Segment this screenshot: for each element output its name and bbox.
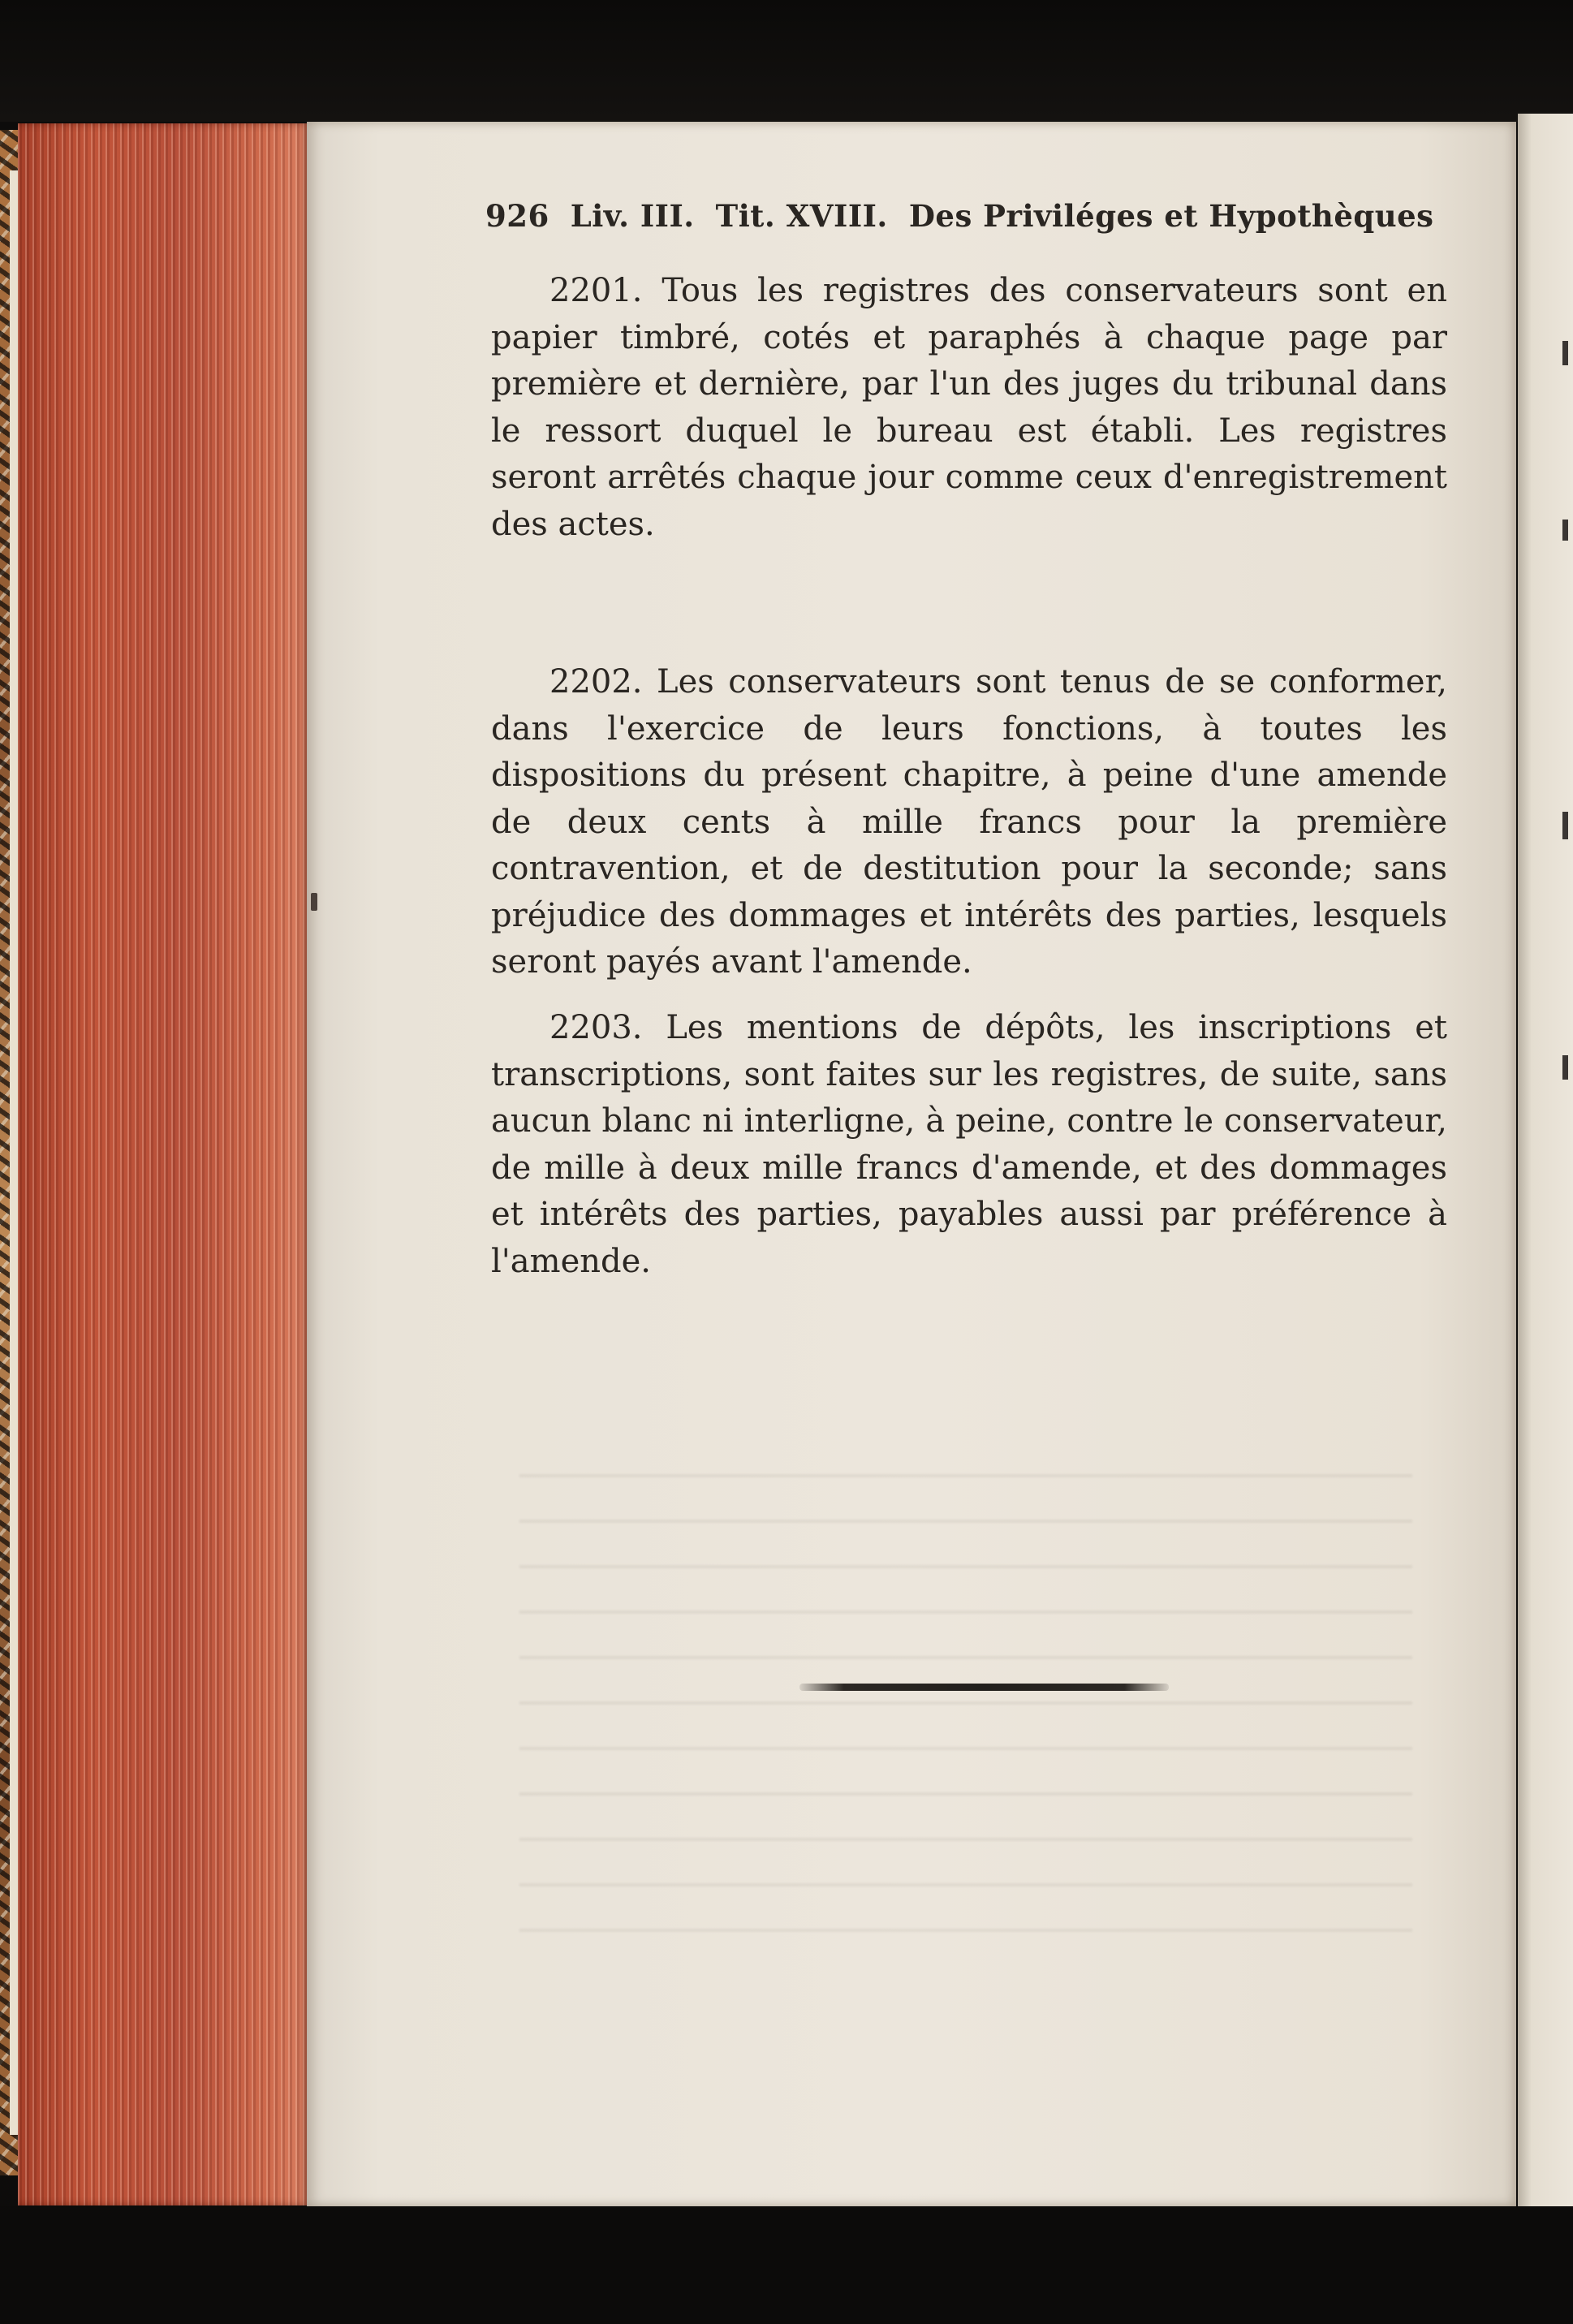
page-mark: [311, 893, 317, 911]
gutter-mark: [1562, 520, 1568, 541]
article-text: Tous les registres des conservateurs sont en papier timbré, cotés et paraphés à chaque page par première et dernière, par l'un des juges du tribunal dans le ressort duquel le bureau est établi. Les registres seront arrêtés chaque jour comme ceux d'enregistrement des actes.: [491, 272, 1447, 543]
section-end-rule: [799, 1684, 1169, 1691]
article-number: 2202.: [549, 663, 643, 701]
background-bottom: [0, 2206, 1573, 2324]
gutter-mark: [1562, 1055, 1568, 1080]
background-top: [0, 0, 1573, 122]
red-page-edges: [18, 123, 310, 2205]
article-text: Les conservateurs sont tenus de se conformer, dans l'exercice de leurs fonctions, à toutes les dispositions du présent chapitre, à peine d'une amende de deux cents à mille francs pour la première contravention, et de destitution pour la seconde; sans préjudice des dommages et intérêts des parties, lesquels seront payés avant l'amende.: [491, 663, 1448, 981]
subject-label: Des Priviléges et Hypothèques: [908, 198, 1434, 234]
page-number: 926: [485, 198, 549, 234]
article-2203: [491, 1005, 1447, 1285]
article-number: 2203.: [549, 1009, 643, 1046]
next-page-edge: [1518, 114, 1573, 2208]
cover-edge: [10, 170, 18, 2135]
running-head: [485, 198, 1451, 247]
title-label: Tit. XVIII.: [715, 198, 888, 234]
article-2202: [491, 659, 1447, 986]
book-label: Liv. III.: [570, 198, 695, 234]
gutter-mark: [1562, 341, 1568, 365]
article-text: Les mentions de dépôts, les inscriptions et transcriptions, sont faites sur les registres, de suite, sans aucun blanc ni interligne, à peine, contre le conservateur, de mille à deux mille francs d'amende, et des dommages et intérêts des parties, payables aussi par préférence à l'amende.: [491, 1009, 1447, 1280]
gutter-mark: [1562, 812, 1568, 839]
article-number: 2201.: [549, 272, 643, 309]
article-2201: [491, 268, 1447, 548]
show-through-text: [519, 1445, 1412, 1948]
